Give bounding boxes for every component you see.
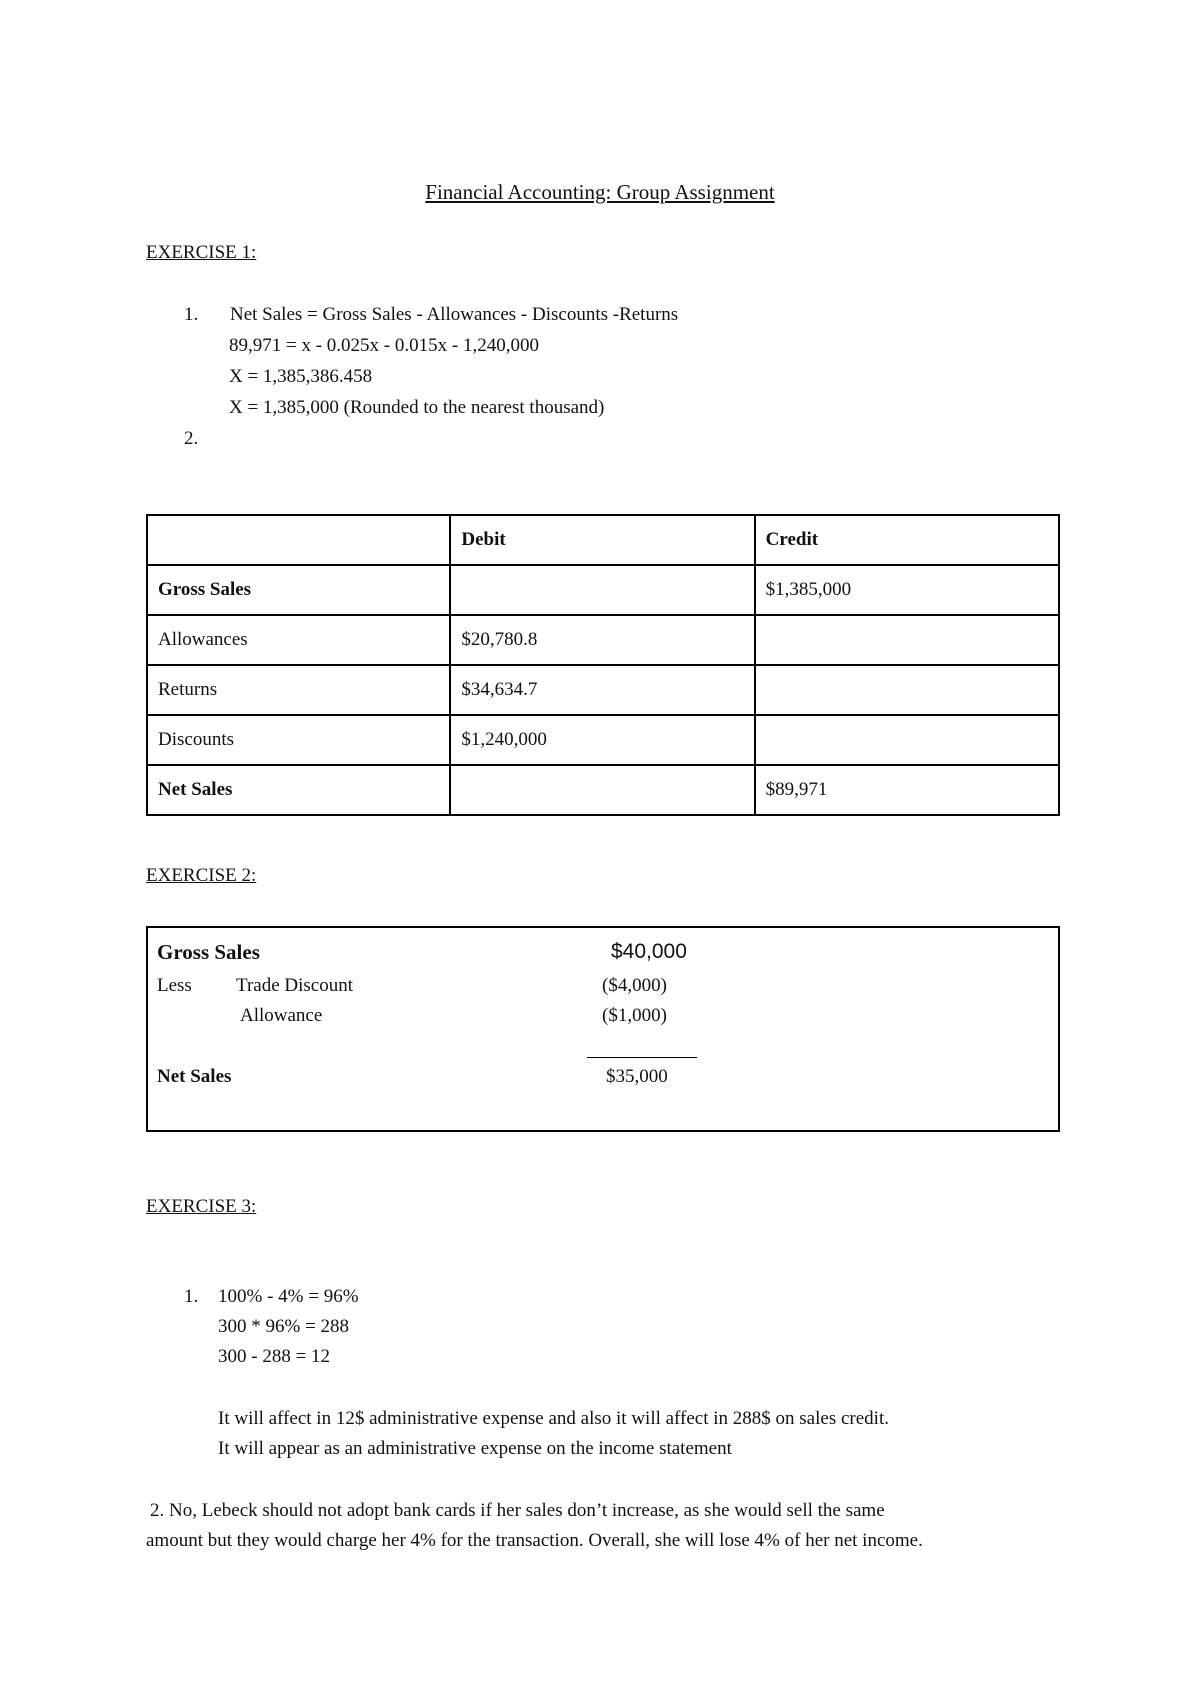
table-row: [147, 615, 1059, 665]
table-row-credit: $1,385,000: [755, 565, 1059, 615]
table-row-credit: $89,971: [755, 765, 1059, 815]
calc-line-2: 300 * 96% = 288: [218, 1316, 350, 1337]
table-row: [147, 665, 1059, 715]
explanation-line-2: It will appear as an administrative expense on the income statement: [218, 1438, 732, 1459]
table-row-debit: [450, 765, 754, 815]
gross-sales-label: Gross Sales: [157, 940, 260, 964]
calc-line-3: 300 - 288 = 12: [218, 1346, 331, 1367]
document-title: Financial Accounting: Group Assignment: [425, 180, 775, 204]
table-header-credit: Credit: [755, 515, 1059, 565]
exercise-1-rounded-line: X = 1,385,000 (Rounded to the nearest thousand): [229, 397, 605, 418]
table-row-label: Net Sales: [147, 765, 450, 815]
exercise-3-item-1-number: 1.: [184, 1286, 199, 1307]
exercise-1-equation-line: 89,971 = x - 0.025x - 0.015x - 1,240,000: [229, 335, 539, 356]
exercise-1-item-1-number: 1.: [184, 304, 199, 325]
table-row-label: Allowances: [147, 615, 450, 665]
table-row: [147, 765, 1059, 815]
trade-discount-value: ($4,000): [602, 975, 667, 996]
table-row: [147, 565, 1059, 615]
table-header-cell: [147, 515, 450, 565]
journal-table: [146, 514, 1060, 816]
table-row: [147, 715, 1059, 765]
table-row-credit: [755, 715, 1059, 765]
exercise-3-item-2-line-1: 2. No, Lebeck should not adopt bank cards if her sales don’t increase, as she would sell the same: [150, 1500, 885, 1521]
subtotal-rule: [587, 1057, 697, 1058]
exercise-3-item-2-line-2: amount but they would charge her 4% for the transaction. Overall, she will lose 4% of her net income.: [146, 1530, 923, 1551]
table-row-credit: [755, 665, 1059, 715]
exercise-1-result-line: X = 1,385,386.458: [229, 366, 373, 387]
allowance-value: ($1,000): [602, 1005, 667, 1026]
table-row-label: Gross Sales: [147, 565, 450, 615]
less-label: Less: [157, 975, 192, 996]
table-row-credit: [755, 615, 1059, 665]
calc-line-1: 100% - 4% = 96%: [218, 1286, 359, 1307]
table-row-debit: $1,240,000: [450, 715, 754, 765]
exercise-2-heading: EXERCISE 2:: [146, 865, 257, 886]
exercise-1-formula-line: Net Sales = Gross Sales - Allowances - Discounts -Returns: [230, 304, 679, 325]
net-sales-label: Net Sales: [157, 1066, 232, 1087]
table-header-debit: Debit: [450, 515, 754, 565]
table-row-debit: [450, 565, 754, 615]
net-sales-box: [146, 926, 1060, 1132]
net-sales-value: $35,000: [606, 1066, 668, 1087]
table-row-debit: $34,634.7: [450, 665, 754, 715]
table-row-debit: $20,780.8: [450, 615, 754, 665]
gross-sales-value: $40,000: [611, 940, 687, 963]
table-header-row: [147, 515, 1059, 565]
table-row-label: Discounts: [147, 715, 450, 765]
exercise-1-heading: EXERCISE 1:: [146, 242, 257, 263]
explanation-line-1: It will affect in 12$ administrative expense and also it will affect in 288$ on sales credit.: [218, 1408, 889, 1429]
trade-discount-label: Trade Discount: [236, 975, 353, 996]
exercise-3-heading: EXERCISE 3:: [146, 1196, 257, 1217]
table-row-label: Returns: [147, 665, 450, 715]
exercise-1-item-2-number: 2.: [184, 428, 199, 449]
allowance-label: Allowance: [240, 1005, 323, 1026]
